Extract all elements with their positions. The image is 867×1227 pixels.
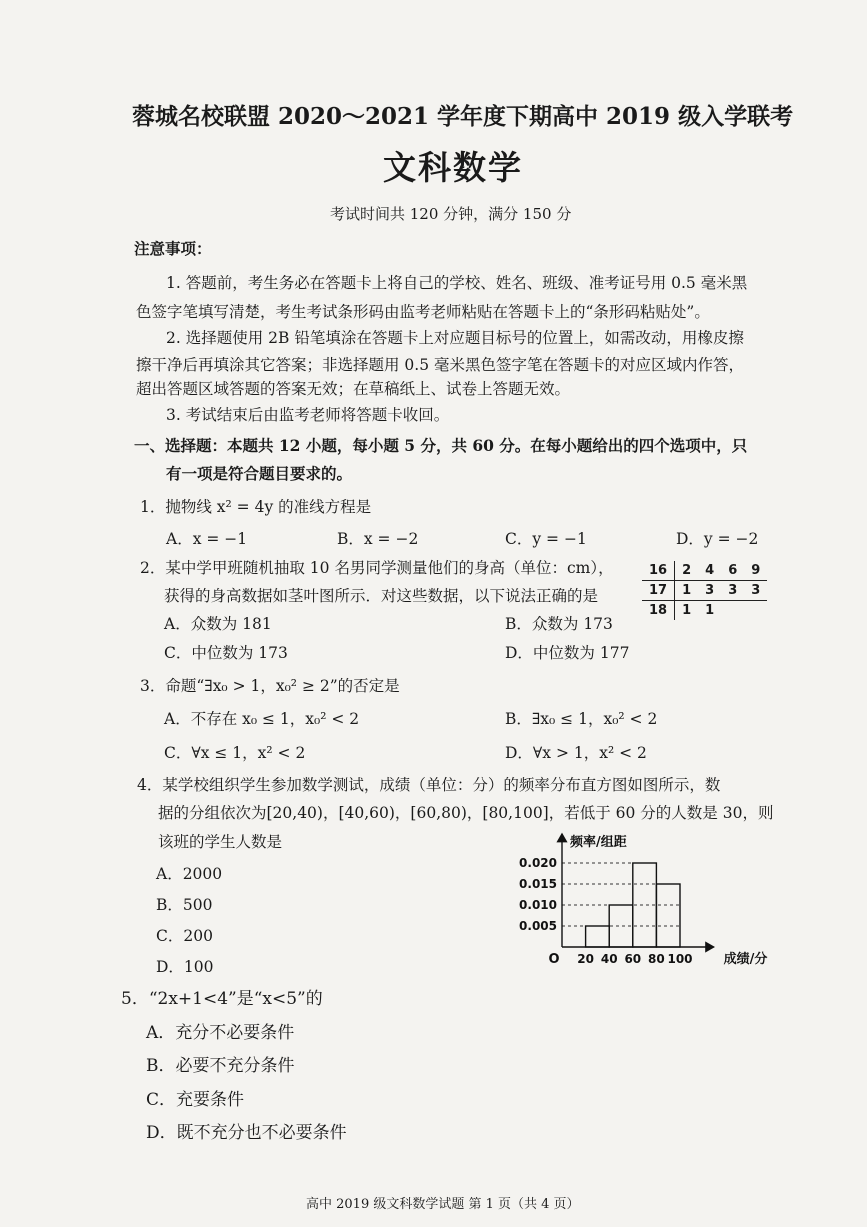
notice-item-3: 3. 考试结束后由监考老师将答题卡收回。	[166, 406, 450, 424]
exam-title: 蓉城名校联盟 2020～2021 学年度下期高中 2019 级入学联考	[132, 103, 794, 130]
q3-option-c: C．∀x ≤ 1，x² < 2	[164, 744, 306, 762]
y-tick-label: 0.005	[519, 919, 557, 933]
x-tick-label: 80	[648, 952, 665, 966]
x-axis-label: 成绩/分	[723, 952, 768, 967]
q1-option-b: B．x = −2	[337, 530, 419, 548]
leaf-value: 3	[698, 581, 721, 601]
histogram-bar	[586, 926, 610, 947]
notice-item-2-line-3: 超出答题区域答题的答案无效；在草稿纸上、试卷上答题无效。	[136, 380, 571, 398]
exam-info: 考试时间共 120 分钟，满分 150 分	[330, 205, 572, 223]
q2-option-d: D．中位数为 177	[505, 644, 630, 662]
subject-title: 文科数学	[383, 148, 523, 187]
x-tick-label: 20	[577, 952, 594, 966]
x-tick-label: 60	[624, 952, 642, 966]
notice-item-2-line-2: 擦干净后再填涂其它答案；非选择题用 0.5 毫米黑色签字笔在答题卡的对应区域内作答，	[136, 356, 745, 374]
y-tick-label: 0.010	[519, 898, 557, 912]
section-1-heading-line-2: 有一项是符合题目要求的。	[166, 464, 353, 483]
stem-value: 17	[642, 581, 675, 601]
leaf-value: 1	[675, 581, 699, 601]
y-tick-label: 0.015	[519, 877, 557, 891]
stem-leaf-row	[642, 581, 767, 601]
leaf-value: 3	[721, 581, 744, 601]
x-tick-label: 40	[600, 952, 618, 966]
y-tick-label: 0.020	[519, 856, 557, 870]
section-1-heading-line-1: 一、选择题：本题共 12 小题，每小题 5 分，共 60 分。在每小题给出的四个选项中，只	[134, 436, 748, 455]
q4-stem-line-1: 4．某学校组织学生参加数学测试，成绩（单位：分）的频率分布直方图如图所示，数	[137, 776, 721, 794]
notice-item-2-line-1: 2. 选择题使用 2B 铅笔填涂在答题卡上对应题目标号的位置上，如需改动，用橡皮擦	[166, 329, 744, 347]
leaf-value: 9	[744, 561, 767, 581]
histogram-bar	[656, 884, 680, 947]
frequency-histogram	[512, 828, 812, 978]
q5-option-b: B．必要不充分条件	[146, 1056, 295, 1076]
q1-option-a: A．x = −1	[166, 530, 248, 548]
q4-option-d: D．100	[156, 958, 214, 976]
q4-option-c: C．200	[156, 927, 213, 945]
leaf-value: 1	[705, 603, 715, 618]
leaf-value	[744, 601, 767, 621]
leaf-value: 2	[675, 561, 699, 581]
q3-stem: 3．命题“∃x₀ > 1，x₀² ≥ 2”的否定是	[140, 677, 400, 695]
q2-stem-line-1: 2．某中学甲班随机抽取 10 名男同学测量他们的身高（单位：cm），	[140, 559, 614, 577]
q5-option-c: C．充要条件	[146, 1090, 245, 1110]
q2-option-c: C．中位数为 173	[164, 644, 288, 662]
stem-leaf-plot	[642, 561, 767, 620]
q1-option-d: D．y = −2	[676, 530, 759, 548]
x-tick-label: 100	[667, 952, 693, 966]
stem-value: 16	[642, 561, 675, 581]
q5-option-d: D．既不充分也不必要条件	[146, 1123, 347, 1143]
origin-label: O	[548, 952, 560, 967]
page-footer: 高中 2019 级文科数学试题 第 1 页（共 4 页）	[306, 1197, 580, 1212]
y-axis-label: 频率/组距	[570, 835, 627, 850]
notice-item-1-line-1: 1. 答题前，考生务必在答题卡上将自己的学校、姓名、班级、准考证号用 0.5 毫米黑	[166, 274, 748, 292]
q1-option-c: C．y = −1	[505, 530, 587, 548]
leaf-value: 6	[721, 561, 744, 581]
q2-stem-line-2: 获得的身高数据如茎叶图所示．对这些数据，以下说法正确的是	[164, 587, 599, 605]
q2-option-a: A．众数为 181	[164, 615, 272, 633]
leaf-value	[721, 601, 744, 621]
stem-leaf-row	[642, 601, 767, 621]
q3-option-b: B．∃x₀ ≤ 1，x₀² < 2	[505, 710, 658, 728]
q5-stem: 5．“2x+1<4”是“x<5”的	[121, 989, 323, 1009]
leaf-value: 4	[698, 561, 721, 581]
leaf-value: 1	[682, 603, 692, 618]
q3-option-a: A．不存在 x₀ ≤ 1，x₀² < 2	[164, 710, 360, 728]
q2-option-b: B．众数为 173	[505, 615, 613, 633]
q4-stem-line-3: 该班的学生人数是	[158, 833, 283, 851]
q4-option-a: A．2000	[156, 865, 223, 883]
q4-option-b: B．500	[156, 896, 213, 914]
q5-option-a: A．充分不必要条件	[146, 1023, 295, 1043]
stem-leaf-row	[642, 561, 767, 581]
notice-item-1-line-2: 色签字笔填写清楚，考生考试条形码由监考老师粘贴在答题卡上的“条形码粘贴处”。	[136, 303, 710, 321]
leaf-value: 3	[744, 581, 767, 601]
q4-stem-line-2: 据的分组依次为[20,40)，[40,60)，[60,80)，[80,100]，若低于 60 分的人数是 30，则	[158, 804, 774, 822]
stem-value: 18	[642, 601, 675, 621]
q1-stem: 1．抛物线 x² = 4y 的准线方程是	[140, 498, 372, 516]
notice-heading: 注意事项：	[134, 239, 212, 258]
q3-option-d: D．∀x > 1，x² < 2	[505, 744, 647, 762]
